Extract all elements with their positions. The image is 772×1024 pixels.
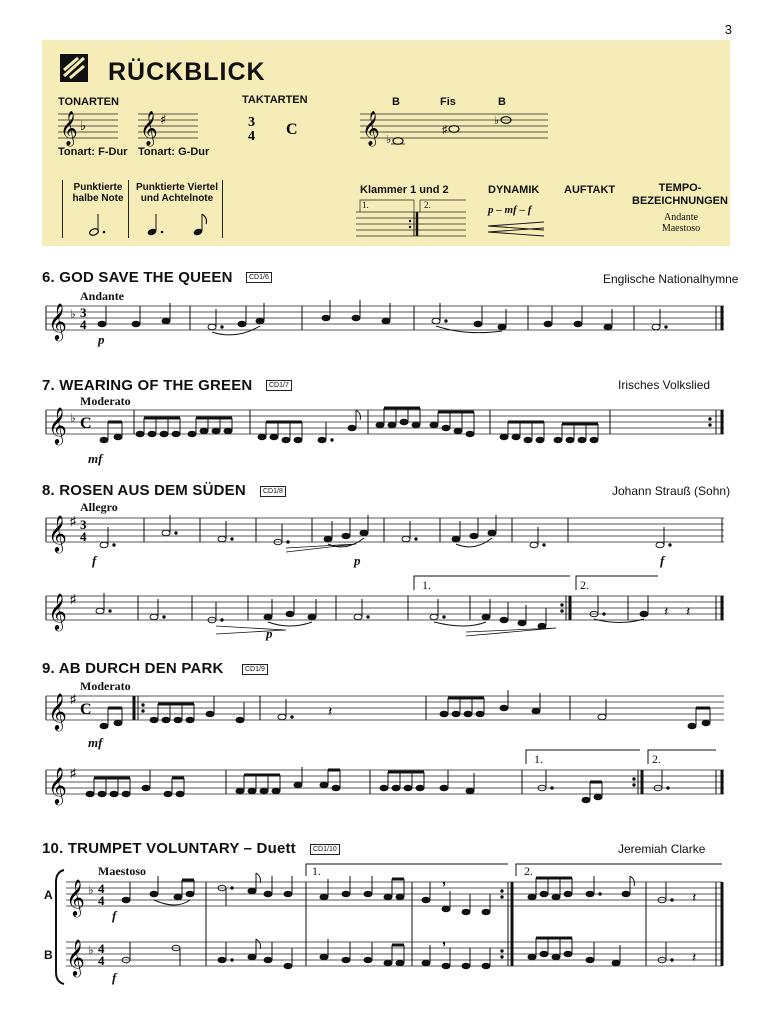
svg-text:4: 4 [98,941,105,956]
auftakt-label: AUFTAKT [564,184,616,196]
svg-text:♯: ♯ [70,514,76,528]
klammer-example [356,198,476,238]
book-logo-icon [60,54,88,82]
svg-text:4: 4 [80,529,87,544]
cd-track-badge: CD1/10 [310,844,340,855]
svg-text:♯: ♯ [70,692,76,706]
composer-label: Johann Strauß (Sohn) [612,484,731,498]
svg-text:𝄞: 𝄞 [140,111,158,146]
tempo-marking: Allegro [80,500,118,514]
svg-text:♭: ♭ [386,134,392,146]
dynamic-marking: mf [88,451,103,466]
svg-text:𝄞: 𝄞 [60,111,78,146]
ending-1-label: 1. [534,752,543,766]
svg-text:♭: ♭ [494,115,500,127]
tonart-g-label: Tonart: G-Dur [138,146,210,158]
tempo-marking: Andante [80,289,125,303]
svg-text:3: 3 [80,305,87,320]
music-staff [46,300,726,346]
ending-2-label: 2. [652,752,661,766]
svg-text:4: 4 [80,317,87,332]
tonarten-label: TONARTEN [58,96,119,108]
dynamik-values: p – mf – f [488,204,532,216]
cd-track-badge: CD1/9 [242,664,268,675]
composer-label: Irisches Volkslied [618,378,711,392]
review-box [42,40,730,246]
svg-text:♭: ♭ [70,307,76,321]
tempo-marking: Maestoso [98,864,146,878]
note-b2-label: B [498,96,506,108]
klammer-label: Klammer 1 und 2 [360,184,449,196]
tempo-marking: Moderato [80,679,131,693]
ending-2-label: 2. [580,578,589,592]
tonart-f-label: Tonart: F-Dur [58,146,128,158]
svg-text:,: , [442,871,446,887]
svg-text:4: 4 [98,953,105,968]
composer-label: Englische Nationalhymne [603,272,739,286]
svg-text:𝄽: 𝄽 [692,889,697,905]
klammer-2-label: 2. [424,200,431,210]
svg-text:♯: ♯ [70,592,76,606]
dynamic-marking: p [98,332,105,347]
voice-label-a: A [44,888,53,902]
svg-text:♭: ♭ [88,943,94,957]
music-staff [46,690,726,740]
klammer-1-label: 1. [362,200,369,210]
note-fis-label: Fis [440,96,456,108]
piece-title: 8. ROSEN AUS DEM SÜDEN [42,482,246,499]
review-title: RÜCKBLICK [108,58,266,86]
svg-text:𝄽: 𝄽 [664,603,669,619]
svg-text:𝄞: 𝄞 [362,111,380,146]
dynamic-marking: f [92,553,97,568]
svg-text:,: , [442,931,446,947]
piece-title: 6. GOD SAVE THE QUEEN [42,269,233,286]
svg-text:𝄽: 𝄽 [686,603,691,619]
dynamic-marking: f [112,970,117,985]
svg-text:♭: ♭ [80,119,87,134]
tempo-values: Andante Maestoso [661,212,701,234]
duet-system [56,862,728,992]
piece-title: 9. AB DURCH DEN PARK [42,660,224,677]
piece-title: 10. TRUMPET VOLUNTARY – Duett [42,840,296,857]
svg-text:3: 3 [80,517,87,532]
dynamik-label: DYNAMIK [488,184,540,196]
music-staff [46,404,726,454]
cd-track-badge: CD1/7 [266,380,292,391]
time-signatures [246,114,306,144]
svg-text:𝄞: 𝄞 [48,406,67,444]
music-staff [46,512,726,558]
dynamic-marking: f [660,553,665,568]
svg-text:♯: ♯ [70,766,76,780]
svg-text:♯: ♯ [442,124,448,136]
voice-label-b: B [44,948,53,962]
ending-2-label: 2. [524,864,533,878]
dynamic-marking: f [112,908,117,923]
svg-text:C: C [80,701,92,718]
punktierte-viertel-label: Punktierte Viertel und Achtelnote [135,182,219,204]
punktierte-halbe-label: Punktierte halbe Note [72,182,124,204]
cd-track-badge: CD1/6 [246,272,272,283]
tempo-label: TEMPO-BEZEICHNUNGEN [632,182,728,207]
svg-text:♯: ♯ [160,113,167,128]
rhythm-examples [72,212,222,238]
svg-text:♭: ♭ [88,883,94,897]
note-b1-label: B [392,96,400,108]
svg-text:𝄞: 𝄞 [66,938,85,976]
svg-text:3: 3 [248,115,255,130]
dynamic-marking: p [354,553,361,568]
svg-text:C: C [286,121,298,138]
hairpins-icon [486,220,556,238]
cd-track-badge: CD1/8 [260,486,286,497]
svg-text:𝄽: 𝄽 [692,949,697,965]
svg-text:4: 4 [248,129,255,144]
svg-text:𝄞: 𝄞 [48,514,67,552]
svg-text:𝄞: 𝄞 [48,766,67,804]
music-staff [46,574,726,644]
svg-text:♭: ♭ [70,411,76,425]
key-signatures-staff [58,108,208,148]
svg-text:𝄞: 𝄞 [48,592,67,630]
svg-text:𝄞: 𝄞 [48,302,67,340]
svg-text:4: 4 [98,893,105,908]
tempo-marking: Moderato [80,394,131,408]
dynamic-marking: p [266,626,273,641]
svg-text:C: C [80,415,92,432]
svg-text:𝄞: 𝄞 [66,878,85,916]
accidentals-staff [360,108,550,148]
dynamic-marking: mf [88,735,103,750]
svg-text:𝄽: 𝄽 [328,703,333,719]
music-staff [46,748,726,808]
svg-text:4: 4 [98,881,105,896]
composer-label: Jeremiah Clarke [618,842,706,856]
ending-1-label: 1. [422,578,431,592]
ending-1-label: 1. [312,864,321,878]
page-number: 3 [724,22,732,37]
taktarten-label: TAKTARTEN [242,94,308,106]
piece-title: 7. WEARING OF THE GREEN [42,377,253,394]
svg-text:𝄞: 𝄞 [48,692,67,730]
